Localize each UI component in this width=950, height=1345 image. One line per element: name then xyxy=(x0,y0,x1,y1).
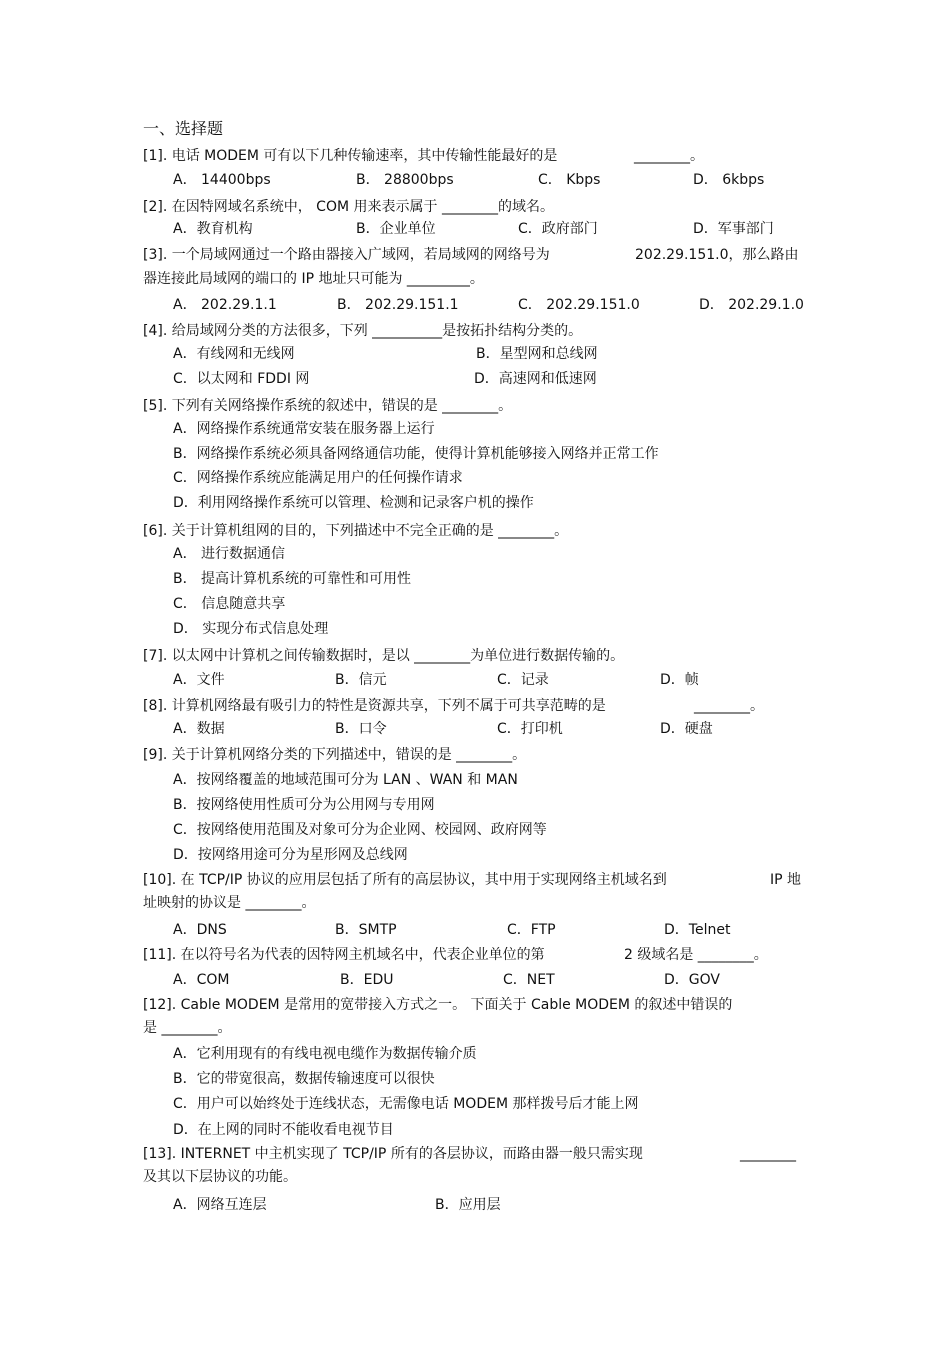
question-1-option-a: A． 14400bps xyxy=(173,172,271,188)
question-8-blank: ________。 xyxy=(694,698,764,714)
question-3-stem-line2: 器连接此局域网的端口的 IP 地址只可能为 _________。 xyxy=(143,271,484,287)
question-6-option-d: D． 实现分布式信息处理 xyxy=(173,621,329,637)
question-7-option-b: B．信元 xyxy=(335,672,387,688)
question-1-option-c: C． Kbps xyxy=(538,172,601,188)
question-12-option-d: D．在上网的同时不能收看电视节目 xyxy=(173,1122,394,1138)
question-6-option-b: B． 提高计算机系统的可靠性和可用性 xyxy=(173,571,412,587)
question-7-option-c: C．记录 xyxy=(497,672,549,688)
question-11-option-d: D．GOV xyxy=(664,972,720,988)
question-8-stem: [8]. 计算机网络最有吸引力的特性是资源共享，下列不属于可共享范畴的是 xyxy=(143,698,606,714)
question-11-stem: [11]. 在以符号名为代表的因特网主机域名中，代表企业单位的第 xyxy=(143,947,545,963)
question-12-option-a: A．它利用现有的有线电视电缆作为数据传输介质 xyxy=(173,1046,477,1062)
question-5-stem: [5]. 下列有关网络操作系统的叙述中，错误的是 ________。 xyxy=(143,398,513,414)
question-8-option-b: B．口令 xyxy=(335,721,387,737)
question-2-option-c: C．政府部门 xyxy=(518,221,598,237)
question-4-option-b: B．星型网和总线网 xyxy=(476,346,598,362)
question-2-option-d: D．军事部门 xyxy=(693,221,774,237)
question-13-blank: ________ xyxy=(740,1146,796,1162)
question-5-option-d: D．利用网络操作系统可以管理、检测和记录客户机的操作 xyxy=(173,495,534,511)
question-6-option-c: C． 信息随意共享 xyxy=(173,596,286,612)
question-1-option-d: D． 6kbps xyxy=(693,172,765,188)
question-13-option-b: B．应用层 xyxy=(435,1197,501,1213)
question-5-option-c: C．网络操作系统应能满足用户的任何操作请求 xyxy=(173,470,463,486)
question-4-option-d: D．高速网和低速网 xyxy=(474,371,597,387)
question-3-option-b: B． 202.29.151.1 xyxy=(337,297,459,313)
question-11-stem-end: 2 级域名是 ________。 xyxy=(624,947,768,963)
question-12-option-c: C．用户可以始终处于连线状态，无需像电话 MODEM 那样拨号后才能上网 xyxy=(173,1096,639,1112)
question-8-option-c: C．打印机 xyxy=(497,721,563,737)
question-4-option-a: A．有线网和无线网 xyxy=(173,346,295,362)
question-13-stem-line1: [13]. INTERNET 中主机实现了 TCP/IP 所有的各层协议，而路由器一般只需实现 xyxy=(143,1146,643,1162)
question-8-option-a: A．数据 xyxy=(173,721,225,737)
question-5-option-a: A．网络操作系统通常安装在服务器上运行 xyxy=(173,421,435,437)
question-10-option-b: B．SMTP xyxy=(335,922,397,938)
question-12-stem-line1: [12]. Cable MODEM 是常用的宽带接入方式之一。 下面关于 Cable MODEM 的叙述中错误的 xyxy=(143,997,733,1013)
question-9-option-d: D．按网络用途可分为星形网及总线网 xyxy=(173,847,408,863)
question-7-option-d: D．帧 xyxy=(660,672,699,688)
question-12-option-b: B．它的带宽很高，数据传输速度可以很快 xyxy=(173,1071,435,1087)
question-1-stem: [1]. 电话 MODEM 可有以下几种传输速率，其中传输性能最好的是 xyxy=(143,148,558,164)
question-2-stem: [2]. 在因特网域名系统中， COM 用来表示属于 ________的域名。 xyxy=(143,199,554,215)
question-8-option-d: D．硬盘 xyxy=(660,721,713,737)
question-11-option-c: C．NET xyxy=(503,972,555,988)
question-5-option-b: B．网络操作系统必须具备网络通信功能，使得计算机能够接入网络并正常工作 xyxy=(173,446,659,462)
question-2-option-b: B．企业单位 xyxy=(356,221,436,237)
question-3-option-d: D． 202.29.1.0 xyxy=(699,297,804,313)
question-11-option-a: A．COM xyxy=(173,972,230,988)
question-9-option-b: B．按网络使用性质可分为公用网与专用网 xyxy=(173,797,435,813)
question-10-option-a: A．DNS xyxy=(173,922,227,938)
question-3-stem-line1-end: 202.29.151.0，那么路由 xyxy=(635,247,799,263)
question-1-blank: ________。 xyxy=(634,148,704,164)
question-3-option-a: A． 202.29.1.1 xyxy=(173,297,277,313)
question-9-option-a: A．按网络覆盖的地域范围可分为 LAN 、WAN 和 MAN xyxy=(173,772,518,788)
question-7-option-a: A．文件 xyxy=(173,672,225,688)
question-4-stem: [4]. 给局域网分类的方法很多，下列 __________是按拓扑结构分类的。 xyxy=(143,323,583,339)
question-9-stem: [9]. 关于计算机网络分类的下列描述中，错误的是 ________。 xyxy=(143,747,527,763)
question-10-stem-line1: [10]. 在 TCP/IP 协议的应用层包括了所有的高层协议，其中用于实现网络主机域名到 xyxy=(143,872,667,888)
question-10-stem-line1-end: IP 地 xyxy=(770,872,802,888)
question-7-stem: [7]. 以太网中计算机之间传输数据时，是以 ________为单位进行数据传输的。 xyxy=(143,648,625,664)
question-6-option-a: A． 进行数据通信 xyxy=(173,546,286,562)
question-12-stem-line2: 是 ________。 xyxy=(143,1020,232,1036)
question-10-option-c: C．FTP xyxy=(507,922,556,938)
question-10-option-d: D．Telnet xyxy=(664,922,731,938)
question-4-option-c: C．以太网和 FDDI 网 xyxy=(173,371,310,387)
question-10-stem-line2: 址映射的协议是 ________。 xyxy=(143,895,316,911)
question-11-option-b: B．EDU xyxy=(340,972,394,988)
section-title: 一、选择题 xyxy=(143,119,224,138)
question-6-stem: [6]. 关于计算机组网的目的，下列描述中不完全正确的是 ________。 xyxy=(143,523,569,539)
question-3-stem-line1: [3]. 一个局域网通过一个路由器接入广域网，若局域网的网络号为 xyxy=(143,247,550,263)
question-1-option-b: B． 28800bps xyxy=(356,172,454,188)
question-9-option-c: C．按网络使用范围及对象可分为企业网、校园网、政府网等 xyxy=(173,822,547,838)
question-13-option-a: A．网络互连层 xyxy=(173,1197,267,1213)
question-13-stem-line2: 及其以下层协议的功能。 xyxy=(143,1169,297,1185)
question-3-option-c: C． 202.29.151.0 xyxy=(518,297,640,313)
question-2-option-a: A．教育机构 xyxy=(173,221,253,237)
